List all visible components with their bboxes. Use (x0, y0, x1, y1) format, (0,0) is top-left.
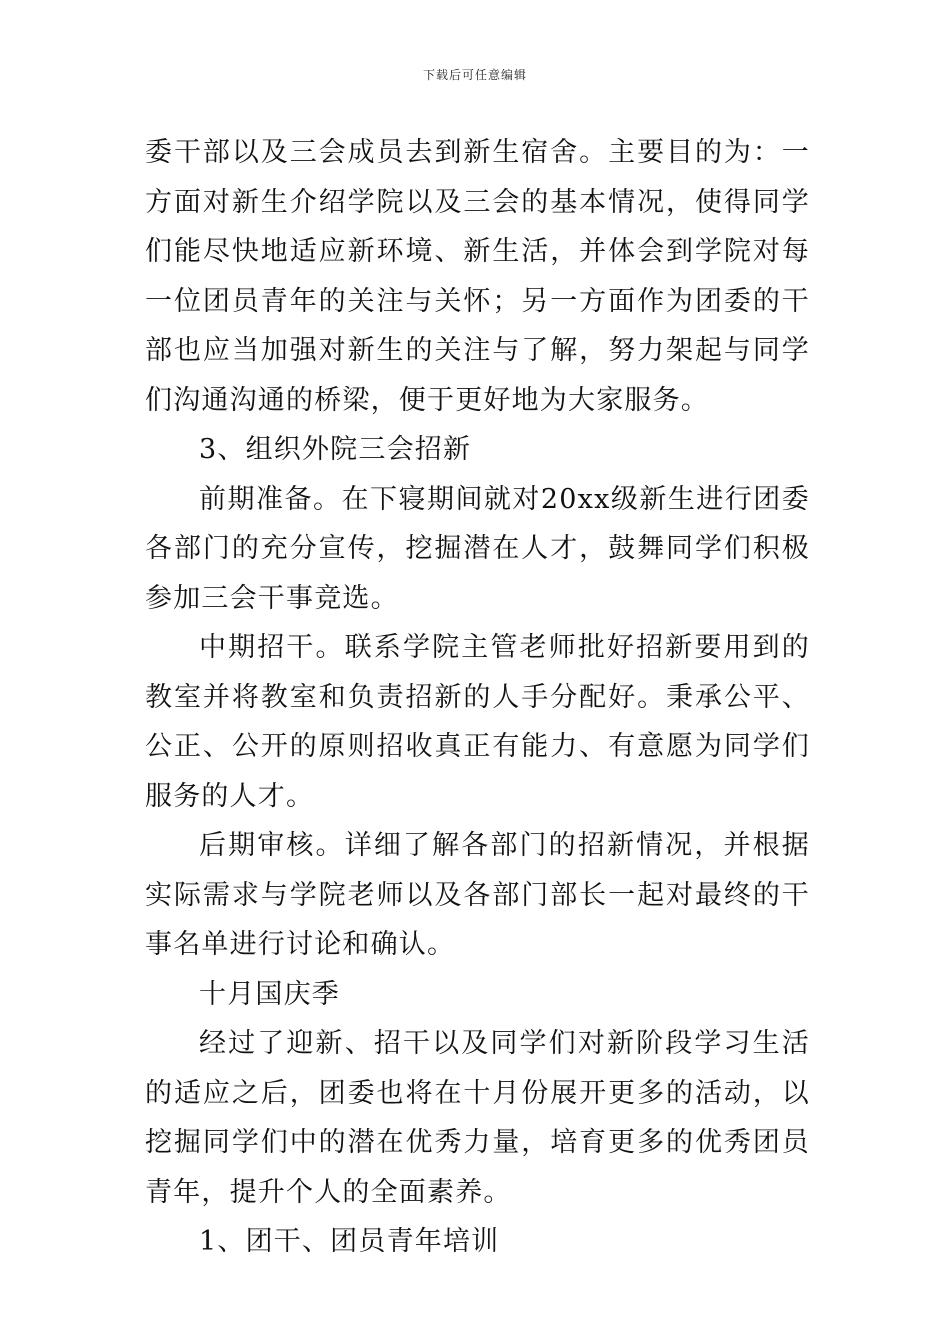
paragraph: 委干部以及三会成员去到新生宿舍。主要目的为：一方面对新生介绍学院以及三会的基本情况，使得同学们能尽快地适应新环境、新生活，并体会到学院对每一位团员青年的关注与关怀；另一方面作为团委的干部也应当加强对新生的关注与了解，努力架起与同学们沟通沟通的桥梁，便于更好地为大家服务。 (145, 137, 810, 416)
paragraph: 中期招干。联系学院主管老师批好招新要用到的教室并将教室和负责招新的人手分配好。秉承公平、公正、公开的原则招收真正有能力、有意愿为同学们服务的人才。 (145, 632, 810, 812)
document-body (145, 128, 810, 1267)
section-heading: 3、组织外院三会招新 (199, 434, 472, 465)
section-heading: 十月国庆季 (199, 978, 340, 1010)
page-header: 下载后可任意编辑 (422, 68, 527, 82)
section-heading: 1、团干、团员青年培训 (199, 1226, 500, 1257)
paragraph: 后期审核。详细了解各部门的招新情况，并根据实际需求与学院老师以及各部门部长一起对最终的干事名单进行讨论和确认。 (145, 830, 810, 960)
paragraph: 经过了迎新、招干以及同学们对新阶段学习生活的适应之后，团委也将在十月份展开更多的活动，以挖掘同学们中的潜在优秀力量，培育更多的优秀团员青年，提升个人的全面素养。 (145, 1028, 810, 1208)
paragraph: 前期准备。在下寝期间就对20xx级新生进行团委各部门的充分宣传，挖掘潜在人才，鼓舞同学们积极参加三会干事竞选。 (145, 483, 810, 614)
